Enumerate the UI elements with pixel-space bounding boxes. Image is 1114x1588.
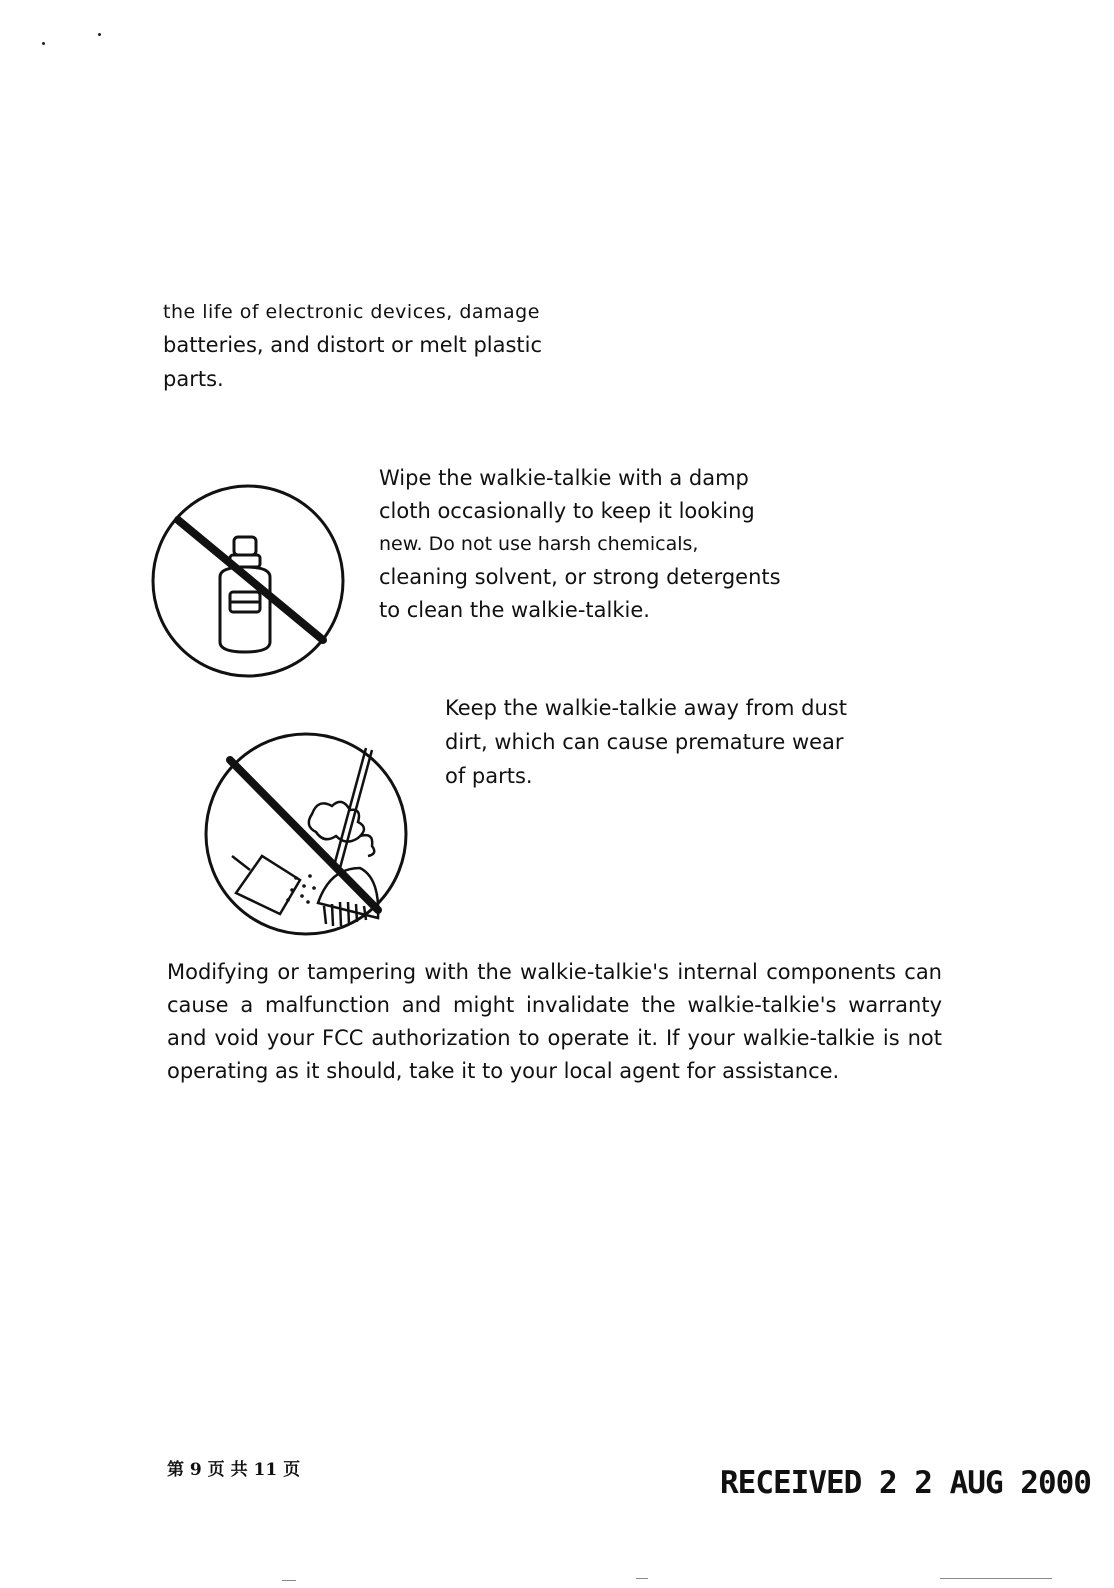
scan-mark: [636, 1578, 648, 1579]
modify-warning-paragraph: Modifying or tampering with the walkie-talkie's internal components can cause a malfunction and might invalidate the walkie-talkie's warranty and void your FCC authorization to operate it. If your walkie-talkie is not operating as it should, take it to your local agent for assistance.: [167, 960, 942, 1083]
intro-line-1: the life of electronic devices, damage: [163, 301, 540, 323]
dust-line-1: Keep the walkie-talkie away from dust: [445, 696, 847, 720]
dust-line-2: dirt, which can cause premature wear: [445, 730, 844, 754]
wipe-line-5: to clean the walkie-talkie.: [379, 598, 650, 622]
scan-mark: [282, 1580, 296, 1581]
no-dust-icon: [200, 728, 412, 940]
no-chemicals-icon: [148, 482, 348, 680]
intro-line-3: parts.: [163, 367, 224, 391]
scan-mark: [940, 1578, 1052, 1579]
wipe-line-4: cleaning solvent, or strong detergents: [379, 565, 781, 589]
wipe-line-3: new. Do not use harsh chemicals,: [379, 533, 699, 555]
received-stamp: RECEIVED 2 2 AUG 2000: [720, 1465, 1091, 1501]
dust-line-3: of parts.: [445, 764, 533, 788]
page-number: 第 9 页 共 11 页: [167, 1460, 301, 1480]
wipe-line-2: cloth occasionally to keep it looking: [379, 499, 755, 523]
wipe-line-1: Wipe the walkie-talkie with a damp: [379, 466, 749, 490]
intro-line-2: batteries, and distort or melt plastic: [163, 333, 543, 357]
scan-speck: [98, 33, 101, 36]
scan-speck: [42, 42, 45, 45]
